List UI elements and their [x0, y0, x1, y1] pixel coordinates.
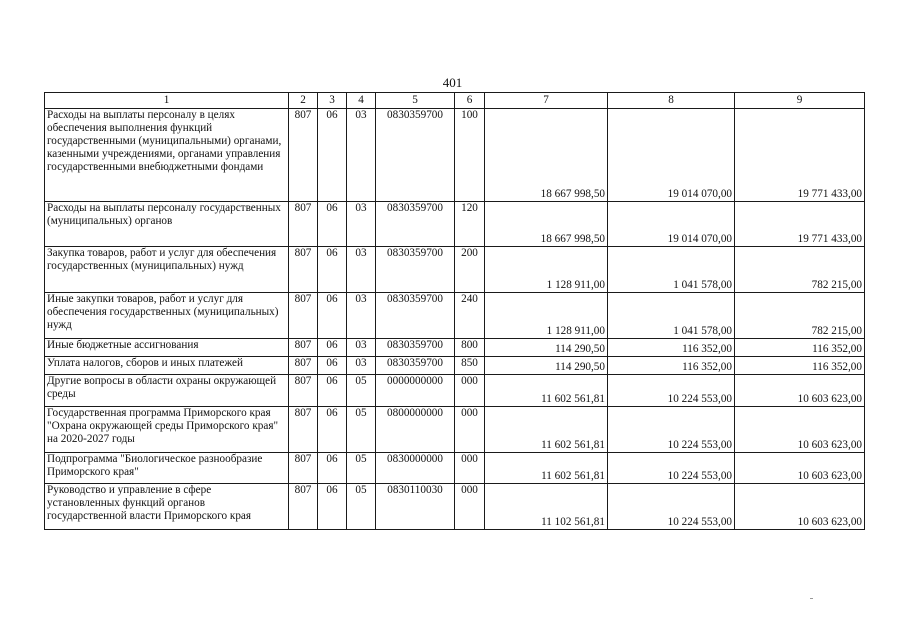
row-amount-8-cell: 1 041 578,00: [608, 293, 735, 339]
row-col3-cell: 06: [318, 357, 347, 375]
row-col2-cell: 807: [289, 453, 318, 484]
row-col6-cell: 120: [455, 202, 485, 247]
row-col3-cell: 06: [318, 484, 347, 530]
table-row: [45, 357, 865, 375]
row-col6-cell: 200: [455, 247, 485, 293]
row-col4-cell: 03: [347, 293, 376, 339]
row-col3-cell: 06: [318, 375, 347, 407]
row-amount-7-cell: 18 667 998,50: [485, 202, 608, 247]
page-number: 401: [442, 75, 463, 90]
row-col2-cell: 807: [289, 407, 318, 453]
row-amount-7-cell: 1 128 911,00: [485, 247, 608, 293]
row-col4-cell: 05: [347, 407, 376, 453]
row-amount-7-cell: 1 128 911,00: [485, 293, 608, 339]
row-amount-7-cell: 11 602 561,81: [485, 453, 608, 484]
row-col5-cell: 0830359700: [376, 202, 455, 247]
header-cell: 5: [376, 93, 455, 109]
row-col5-cell: 0830359700: [376, 247, 455, 293]
row-amount-9-cell: 116 352,00: [735, 339, 865, 357]
row-amount-8-cell: 10 224 553,00: [608, 375, 735, 407]
row-name-cell: Другие вопросы в области охраны окружающей среды: [45, 375, 289, 407]
row-amount-9-cell: 10 603 623,00: [735, 375, 865, 407]
row-col4-cell: 05: [347, 453, 376, 484]
header-cell: 7: [485, 93, 608, 109]
row-amount-8-cell: 10 224 553,00: [608, 484, 735, 530]
row-col5-cell: 0800000000: [376, 407, 455, 453]
row-col6-cell: 100: [455, 109, 485, 202]
row-col2-cell: 807: [289, 484, 318, 530]
row-name-cell: Иные бюджетные ассигнования: [45, 339, 289, 357]
row-amount-9-cell: 19 771 433,00: [735, 109, 865, 202]
table-row: [45, 109, 865, 202]
row-amount-9-cell: 10 603 623,00: [735, 484, 865, 530]
header-cell: 2: [289, 93, 318, 109]
row-name-cell: Подпрограмма "Биологическое разнообразие Приморского края": [45, 453, 289, 484]
row-amount-8-cell: 116 352,00: [608, 357, 735, 375]
table-row: [45, 202, 865, 247]
row-amount-9-cell: 116 352,00: [735, 357, 865, 375]
row-col3-cell: 06: [318, 407, 347, 453]
row-amount-8-cell: 10 224 553,00: [608, 453, 735, 484]
row-col5-cell: 0830359700: [376, 293, 455, 339]
row-amount-8-cell: 116 352,00: [608, 339, 735, 357]
row-col2-cell: 807: [289, 109, 318, 202]
table-row: [45, 375, 865, 407]
row-amount-7-cell: 114 290,50: [485, 357, 608, 375]
row-name-cell: Государственная программа Приморского края "Охрана окружающей среды Приморского края" на 2020-2027 годы: [45, 407, 289, 453]
table-body: [45, 93, 865, 530]
budget-table: [44, 92, 865, 530]
row-amount-8-cell: 19 014 070,00: [608, 202, 735, 247]
header-cell: 9: [735, 93, 865, 109]
row-amount-8-cell: 19 014 070,00: [608, 109, 735, 202]
row-name-cell: Руководство и управление в сфере установленных функций органов государственной власти Приморского края: [45, 484, 289, 530]
table-header-row: [45, 93, 865, 109]
row-col6-cell: 000: [455, 375, 485, 407]
table-row: [45, 484, 865, 530]
row-amount-7-cell: 11 602 561,81: [485, 407, 608, 453]
row-amount-7-cell: 114 290,50: [485, 339, 608, 357]
row-col3-cell: 06: [318, 202, 347, 247]
row-col4-cell: 03: [347, 357, 376, 375]
row-col2-cell: 807: [289, 375, 318, 407]
row-col6-cell: 240: [455, 293, 485, 339]
table-row: [45, 293, 865, 339]
table-row: [45, 247, 865, 293]
row-col6-cell: 850: [455, 357, 485, 375]
row-col3-cell: 06: [318, 293, 347, 339]
row-col6-cell: 000: [455, 484, 485, 530]
row-col5-cell: 0830110030: [376, 484, 455, 530]
row-amount-9-cell: 10 603 623,00: [735, 407, 865, 453]
row-col3-cell: 06: [318, 453, 347, 484]
row-amount-7-cell: 11 102 561,81: [485, 484, 608, 530]
row-col5-cell: 0830359700: [376, 357, 455, 375]
row-col4-cell: 03: [347, 247, 376, 293]
header-cell: 3: [318, 93, 347, 109]
row-amount-9-cell: 19 771 433,00: [735, 202, 865, 247]
row-col5-cell: 0830359700: [376, 339, 455, 357]
row-col2-cell: 807: [289, 202, 318, 247]
row-col6-cell: 000: [455, 407, 485, 453]
row-name-cell: Закупка товаров, работ и услуг для обеспечения государственных (муниципальных) нужд: [45, 247, 289, 293]
row-col6-cell: 800: [455, 339, 485, 357]
row-name-cell: Расходы на выплаты персоналу государственных (муниципальных) органов: [45, 202, 289, 247]
row-name-cell: Уплата налогов, сборов и иных платежей: [45, 357, 289, 375]
row-amount-9-cell: 10 603 623,00: [735, 453, 865, 484]
scan-speck: [810, 598, 813, 599]
row-col4-cell: 05: [347, 375, 376, 407]
header-cell: 1: [45, 93, 289, 109]
table-row: [45, 339, 865, 357]
row-col2-cell: 807: [289, 247, 318, 293]
row-col5-cell: 0000000000: [376, 375, 455, 407]
header-cell: 8: [608, 93, 735, 109]
row-col4-cell: 03: [347, 109, 376, 202]
row-amount-7-cell: 18 667 998,50: [485, 109, 608, 202]
table-row: [45, 453, 865, 484]
header-cell: 6: [455, 93, 485, 109]
row-col2-cell: 807: [289, 339, 318, 357]
table-row: [45, 407, 865, 453]
row-amount-9-cell: 782 215,00: [735, 247, 865, 293]
row-amount-9-cell: 782 215,00: [735, 293, 865, 339]
header-cell: 4: [347, 93, 376, 109]
row-col4-cell: 03: [347, 339, 376, 357]
row-col5-cell: 0830359700: [376, 109, 455, 202]
row-col3-cell: 06: [318, 339, 347, 357]
row-amount-8-cell: 10 224 553,00: [608, 407, 735, 453]
row-col4-cell: 03: [347, 202, 376, 247]
row-col4-cell: 05: [347, 484, 376, 530]
row-col2-cell: 807: [289, 357, 318, 375]
row-col6-cell: 000: [455, 453, 485, 484]
row-col2-cell: 807: [289, 293, 318, 339]
row-col3-cell: 06: [318, 109, 347, 202]
row-name-cell: Расходы на выплаты персоналу в целях обеспечения выполнения функций государственными (муниципальными) органами, казенными учреждениями, органами управления государственными внебюджетными фондами: [45, 109, 289, 202]
row-name-cell: Иные закупки товаров, работ и услуг для обеспечения государственных (муниципальных) нужд: [45, 293, 289, 339]
row-col3-cell: 06: [318, 247, 347, 293]
row-amount-8-cell: 1 041 578,00: [608, 247, 735, 293]
row-amount-7-cell: 11 602 561,81: [485, 375, 608, 407]
row-col5-cell: 0830000000: [376, 453, 455, 484]
